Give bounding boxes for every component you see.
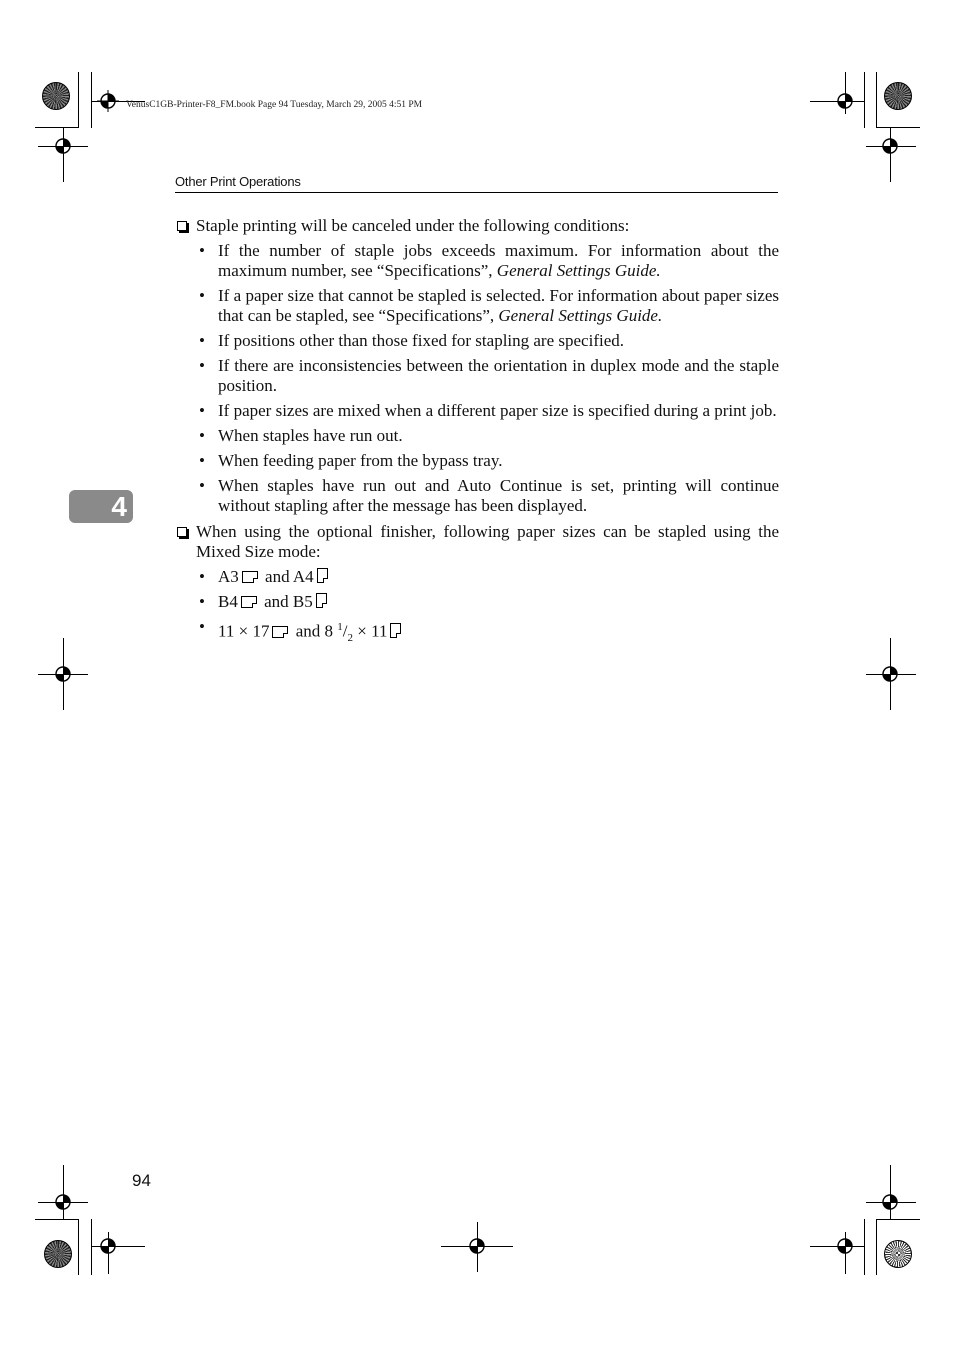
color-wheel-icon xyxy=(884,1240,912,1268)
list-item: • If a paper size that cannot be stapled is selected. For information about paper sizes that can be stapled, see “Specifications”, General Settings Guide. xyxy=(199,286,779,325)
bullet-icon: • xyxy=(199,567,205,586)
paper-landscape-icon xyxy=(241,596,257,608)
list-item: • When staples have run out and Auto Continue is set, printing will continue without stapling after the message has been displayed. xyxy=(199,476,779,515)
list-item: • When feeding paper from the bypass tray. xyxy=(199,451,503,470)
checkbox-note-icon xyxy=(177,221,187,231)
note-text: Staple printing will be canceled under the following conditions: xyxy=(196,216,630,235)
bullet-icon: • xyxy=(199,286,205,305)
bullet-icon: • xyxy=(199,356,205,375)
note-staple-canceled xyxy=(175,216,779,236)
registration-mark-icon xyxy=(97,90,119,112)
list-item: • B4 and B5 xyxy=(218,592,779,612)
bullet-icon: • xyxy=(199,241,205,260)
list-item: • When staples have run out. xyxy=(199,426,403,445)
cancel-conditions-list xyxy=(175,241,779,516)
page-number: 94 xyxy=(132,1171,151,1190)
list-item: • If paper sizes are mixed when a different paper size is specified during a print job. xyxy=(199,401,777,420)
list-item: • If positions other than those fixed for stapling are specified. xyxy=(199,331,624,350)
paper-portrait-icon xyxy=(390,623,401,638)
color-wheel-icon xyxy=(42,82,70,110)
running-head: Other Print Operations xyxy=(175,174,301,189)
list-item: • If the number of staple jobs exceeds maximum. For information about the maximum number, see “Specifications”, General Settings Guide. xyxy=(199,241,779,280)
bullet-icon: • xyxy=(199,592,205,611)
paper-landscape-icon xyxy=(242,571,258,583)
bullet-icon: • xyxy=(199,426,205,445)
page-content xyxy=(175,216,779,654)
print-slug: VenusC1GB-Printer-F8_FM.book Page 94 Tuesday, March 29, 2005 4:51 PM xyxy=(126,100,423,110)
bullet-icon: • xyxy=(199,451,205,470)
note-mixed-size xyxy=(175,522,779,562)
paper-portrait-icon xyxy=(316,593,327,608)
chapter-tab: 4 xyxy=(69,490,133,523)
color-wheel-icon xyxy=(44,1240,72,1268)
list-item: • 11 × 17 and 8 $^1/_2 \times 11$ xyxy=(218,617,779,648)
paper-landscape-icon xyxy=(272,626,288,638)
paper-portrait-icon xyxy=(317,568,328,583)
list-item: • A3 and A4 xyxy=(218,567,779,587)
list-item: • If there are inconsistencies between the orientation in duplex mode and the staple position. xyxy=(199,356,779,395)
mixed-size-list xyxy=(175,567,779,648)
bullet-icon: • xyxy=(199,476,205,495)
bullet-icon: • xyxy=(199,617,205,636)
checkbox-note-icon xyxy=(177,527,187,537)
bullet-icon: • xyxy=(199,331,205,350)
bullet-icon: • xyxy=(199,401,205,420)
note-text: When using the optional finisher, following paper sizes can be stapled using the Mixed Size mode: xyxy=(196,522,779,561)
header-rule xyxy=(175,192,778,193)
color-wheel-icon xyxy=(884,82,912,110)
